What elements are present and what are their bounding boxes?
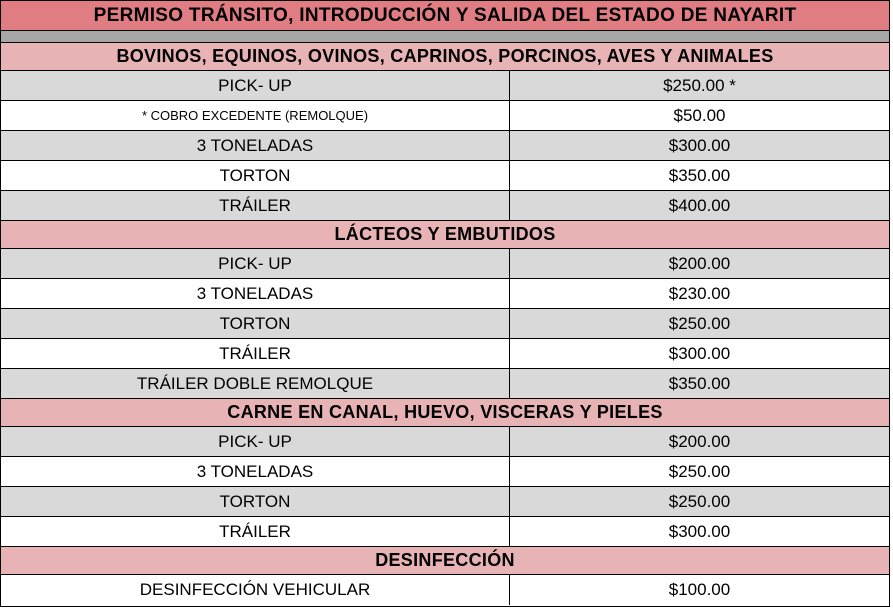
row-price: $50.00 bbox=[673, 105, 726, 125]
row-label: TORTON bbox=[1, 487, 510, 516]
row-price: $250.00 bbox=[668, 461, 731, 481]
table-row bbox=[1, 309, 889, 339]
row-label: PICK- UP bbox=[1, 71, 510, 100]
table-row bbox=[1, 71, 889, 101]
section-header: LÁCTEOS Y EMBUTIDOS bbox=[1, 221, 889, 249]
row-label: * COBRO EXCEDENTE (REMOLQUE) bbox=[1, 101, 510, 130]
table-row bbox=[1, 427, 889, 457]
table-row bbox=[1, 575, 889, 605]
row-label: DESINFECCIÓN VEHICULAR bbox=[1, 575, 510, 605]
row-price: $200.00 bbox=[668, 253, 731, 273]
table-title: PERMISO TRÁNSITO, INTRODUCCIÓN Y SALIDA DEL ESTADO DE NAYARIT bbox=[1, 1, 889, 31]
row-price: $230.00 bbox=[668, 283, 731, 303]
section-header: CARNE EN CANAL, HUEVO, VISCERAS Y PIELES bbox=[1, 399, 889, 427]
row-label: TORTON bbox=[1, 309, 510, 338]
row-price: $250.00 bbox=[668, 491, 731, 511]
row-label: 3 TONELADAS bbox=[1, 131, 510, 160]
row-label: 3 TONELADAS bbox=[1, 279, 510, 308]
row-price: $400.00 bbox=[668, 195, 731, 215]
section-header: DESINFECCIÓN bbox=[1, 547, 889, 575]
table-row bbox=[1, 517, 889, 547]
row-label: TRÁILER bbox=[1, 517, 510, 546]
table-row bbox=[1, 161, 889, 191]
row-price: $300.00 bbox=[668, 521, 731, 541]
table-row bbox=[1, 457, 889, 487]
row-price: $350.00 bbox=[668, 165, 731, 185]
title-divider bbox=[1, 31, 889, 43]
table-row bbox=[1, 131, 889, 161]
table-row bbox=[1, 249, 889, 279]
row-price: $250.00 * bbox=[663, 75, 736, 95]
row-price: $300.00 bbox=[668, 135, 731, 155]
row-label: PICK- UP bbox=[1, 427, 510, 456]
table-row bbox=[1, 369, 889, 399]
table-row bbox=[1, 101, 889, 131]
row-label: TRÁILER DOBLE REMOLQUE bbox=[1, 369, 510, 398]
row-price: $350.00 bbox=[668, 373, 731, 393]
row-price: $300.00 bbox=[668, 343, 731, 363]
row-price: $200.00 bbox=[668, 431, 731, 451]
row-label: PICK- UP bbox=[1, 249, 510, 278]
section-header: BOVINOS, EQUINOS, OVINOS, CAPRINOS, PORCINOS, AVES Y ANIMALES bbox=[1, 43, 889, 71]
row-price: $250.00 bbox=[668, 313, 731, 333]
table-row bbox=[1, 191, 889, 221]
row-price: $100.00 bbox=[668, 580, 731, 599]
table-row bbox=[1, 279, 889, 309]
row-label: 3 TONELADAS bbox=[1, 457, 510, 486]
table-row bbox=[1, 487, 889, 517]
row-label: TRÁILER bbox=[1, 191, 510, 220]
row-label: TRÁILER bbox=[1, 339, 510, 368]
table-row bbox=[1, 339, 889, 369]
row-label: TORTON bbox=[1, 161, 510, 190]
